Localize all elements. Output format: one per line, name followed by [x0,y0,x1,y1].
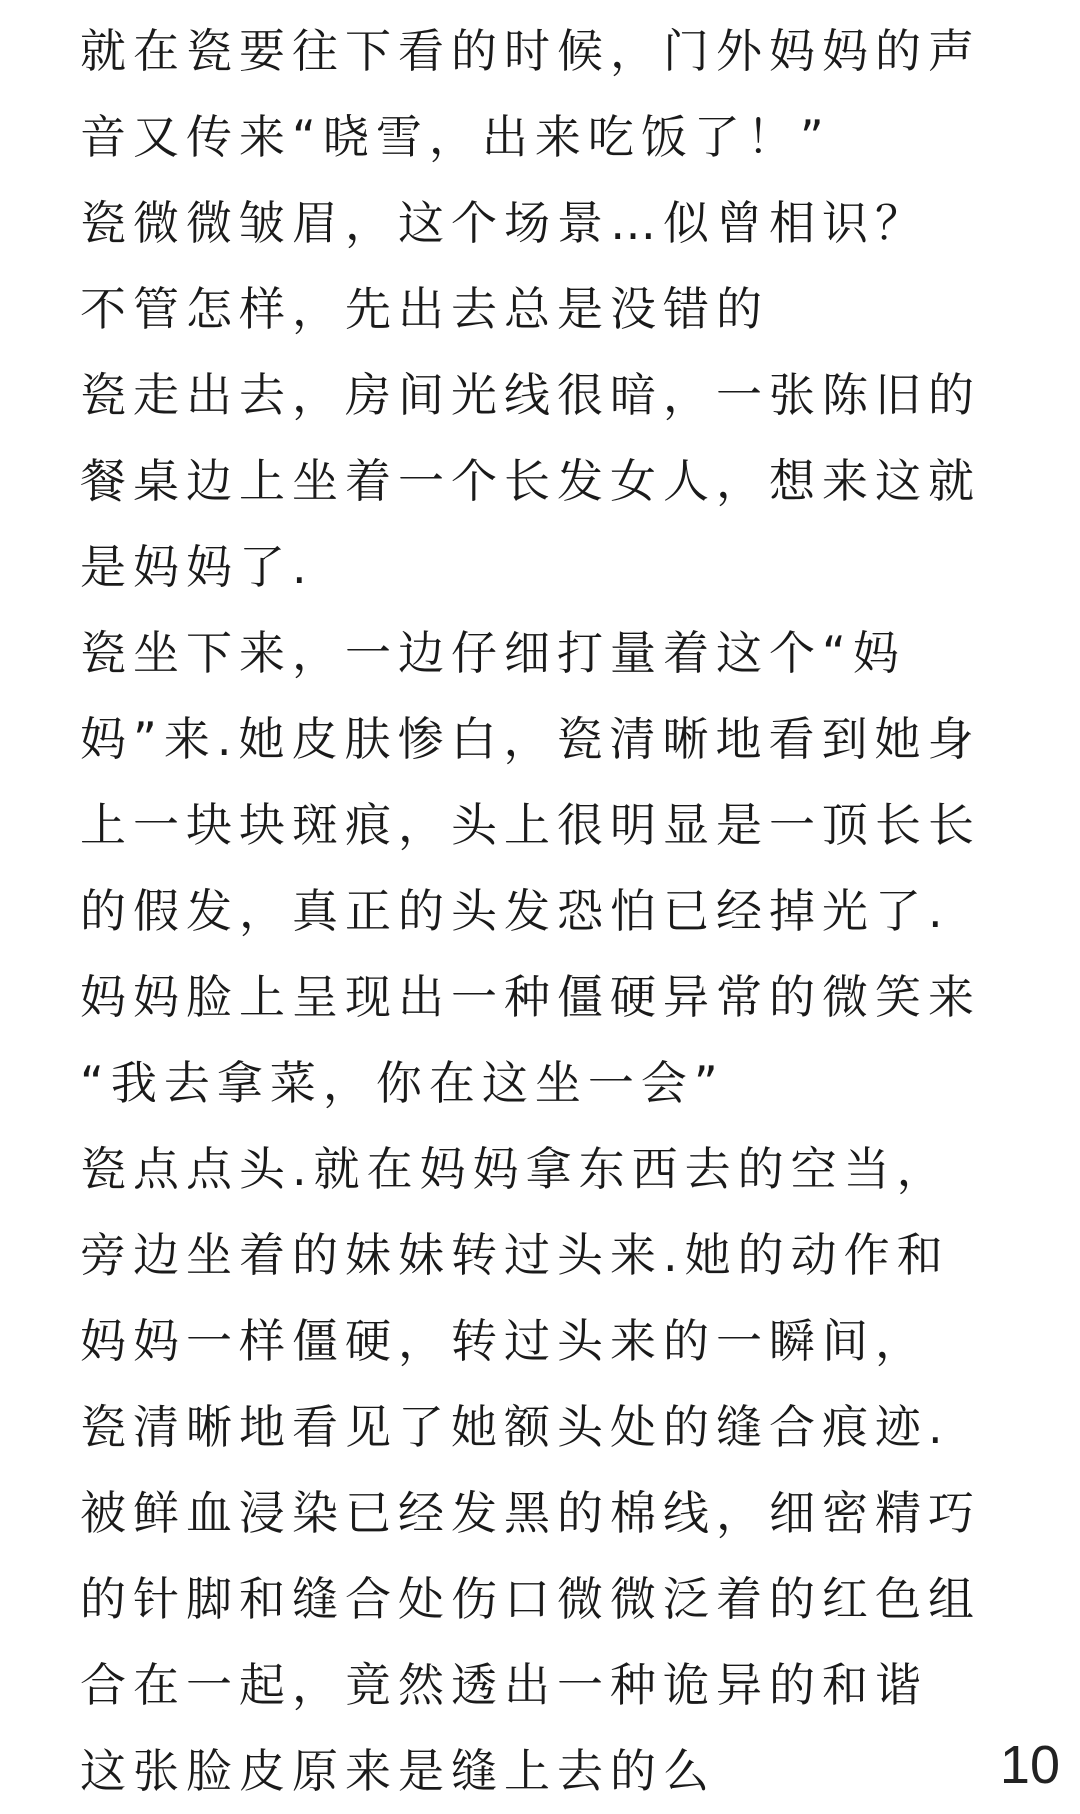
text-line-12: 妈妈脸上呈现出一种僵硬异常的微笑来 [80,970,981,1024]
text-line-4: 不管怎样，先出去总是没错的 [80,282,769,336]
text-line-7: 是妈妈了. [80,540,314,594]
text-line-19: 的针脚和缝合处伤口微微泛着的红色组 [80,1572,981,1626]
text-line-18: 被鲜血浸染已经发黑的棉线，细密精巧 [80,1486,981,1540]
text-line-5: 瓷走出去，房间光线很暗，一张陈旧的 [80,368,981,422]
text-line-11: 的假发，真正的头发恐怕已经掉光了. [80,884,950,938]
text-line-13: “我去拿菜，你在这坐一会” [80,1056,725,1110]
text-line-10: 上一块块斑痕，头上很明显是一顶长长 [80,798,981,852]
text-line-9: 妈”来.她皮肤惨白，瓷清晰地看到她身 [80,712,981,766]
text-line-16: 妈妈一样僵硬，转过头来的一瞬间， [80,1314,928,1368]
story-text [80,8,1010,1814]
text-line-8: 瓷坐下来，一边仔细打量着这个“妈 [80,626,906,680]
text-line-21: 这张脸皮原来是缝上去的么 [80,1744,716,1798]
text-line-15: 旁边坐着的妹妹转过头来.她的动作和 [80,1228,950,1282]
text-line-3: 瓷微微皱眉，这个场景…似曾相识？ [80,196,928,250]
text-line-17: 瓷清晰地看见了她额头处的缝合痕迹. [80,1400,950,1454]
page-number: 10 [999,1735,1060,1795]
text-line-14: 瓷点点头.就在妈妈拿东西去的空当， [80,1142,950,1196]
text-line-20: 合在一起，竟然透出一种诡异的和谐 [80,1658,928,1712]
text-line-1: 就在瓷要往下看的时候，门外妈妈的声 [80,24,981,78]
text-line-2: 音又传来“晓雪，出来吃饭了！” [80,110,831,164]
text-line-6: 餐桌边上坐着一个长发女人，想来这就 [80,454,981,508]
